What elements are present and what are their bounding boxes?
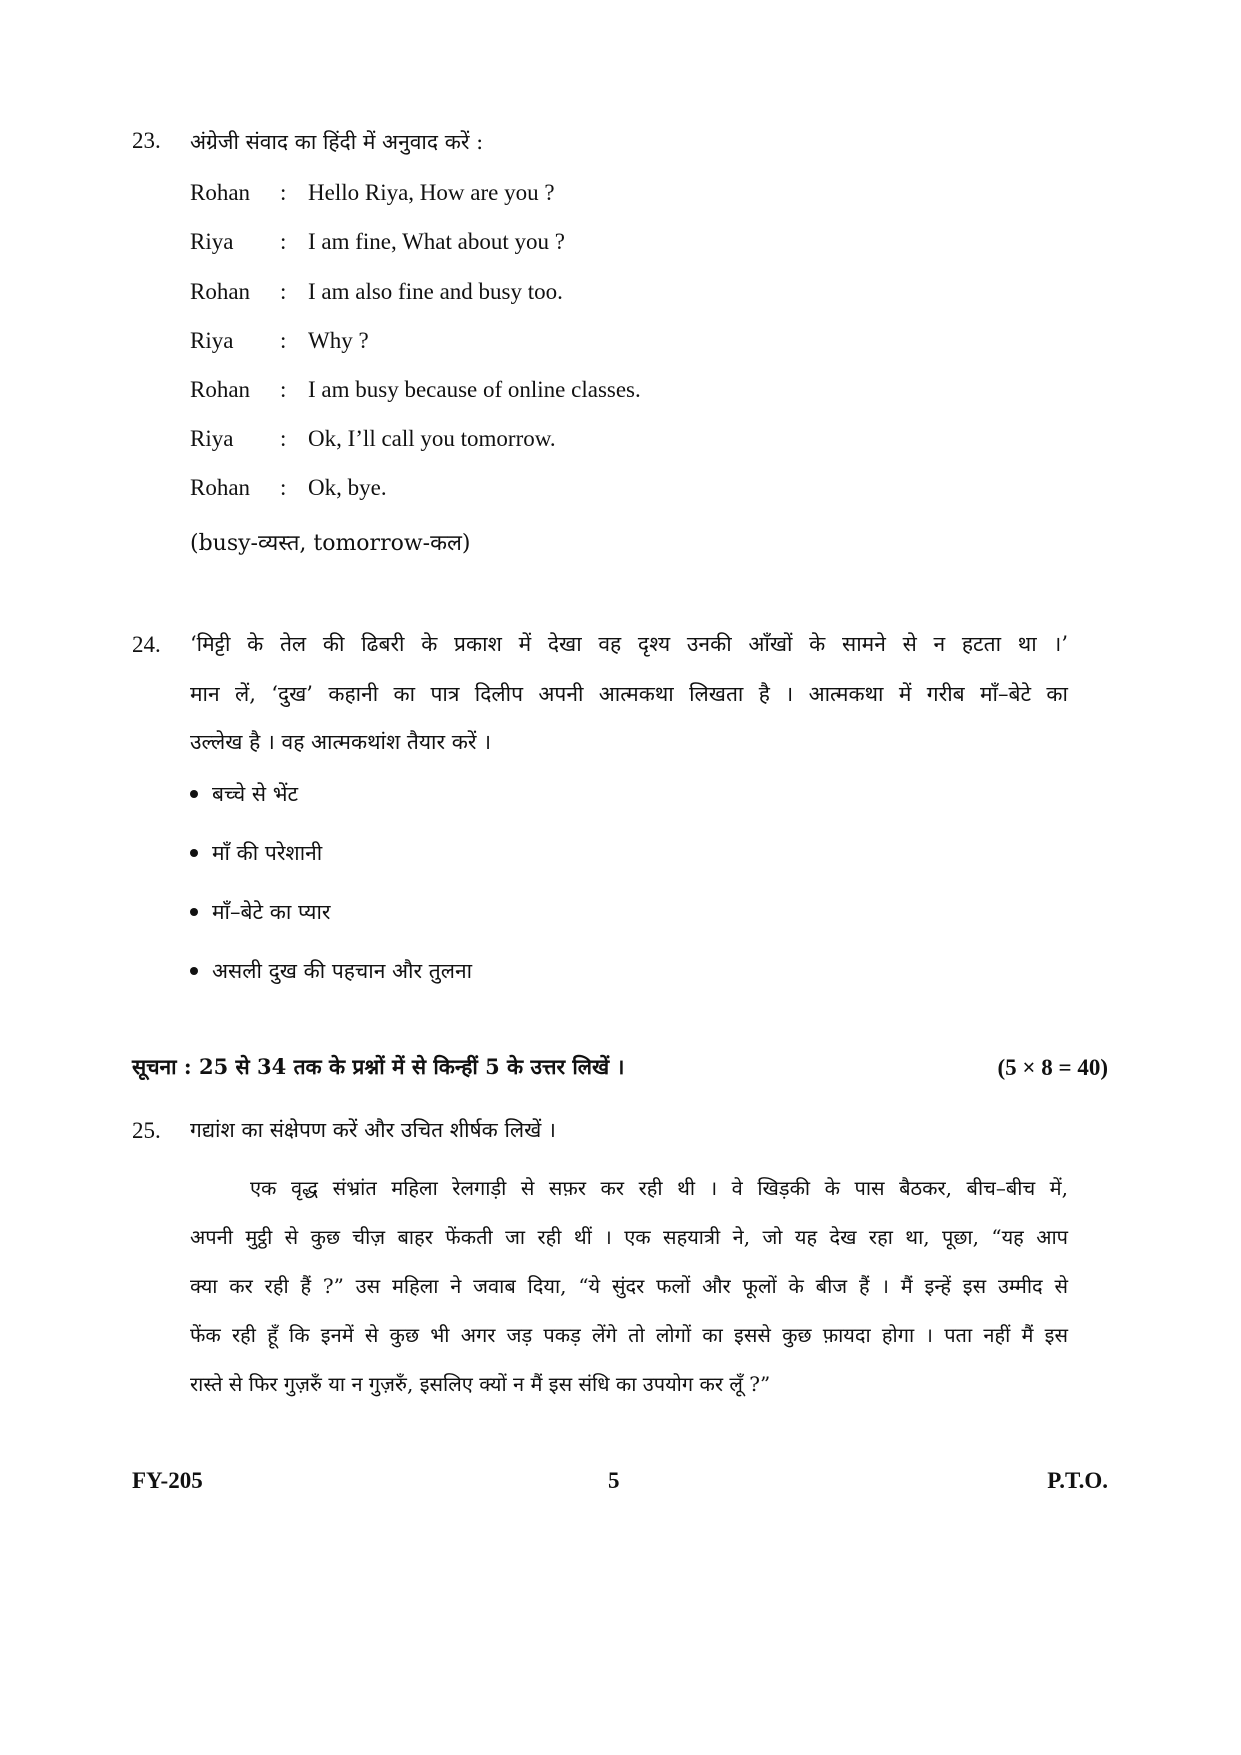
dialogue-colon: : <box>280 229 287 254</box>
dialogue-colon: : <box>280 328 287 353</box>
dialogue-speaker: Rohan <box>190 279 251 304</box>
dialogue-line: Ok, I’ll call you tomorrow. <box>308 426 556 451</box>
dialogue-speaker: Rohan <box>190 377 251 402</box>
dialogue-speaker: Rohan <box>190 475 251 500</box>
notice-text: सूचना : 25 से 34 तक के प्रश्नों में से किन्हीं 5 के उत्तर लिखें । <box>132 1054 625 1079</box>
question-25-number: 25. <box>132 1118 161 1143</box>
passage-line: क्या कर रही हैं ?” उस महिला ने जवाब दिया, “ये सुंदर फलों और फूलों के बीज हैं । मैं इन्हें इस उम्मीद से <box>190 1274 1068 1298</box>
passage-line: अपनी मुट्ठी से कुछ चीज़ बाहर फेंकती जा रही थीं । एक सहयात्री ने, जो यह देख रहा था, पूछा, “यह आप <box>190 1225 1068 1249</box>
bullet-item <box>190 898 331 926</box>
dialogue-speaker: Riya <box>190 229 234 254</box>
footer-page-number: 5 <box>608 1468 620 1493</box>
dialogue-colon: : <box>280 475 287 500</box>
dialogue-line: I am fine, What about you ? <box>308 229 565 254</box>
question-23-prompt: अंग्रेजी संवाद का हिंदी में अनुवाद करें : <box>190 130 484 154</box>
bullet-text: बच्चे से भेंट <box>212 782 299 806</box>
bullet-text: असली दुख की पहचान और तुलना <box>212 959 473 983</box>
bullet-text: माँ–बेटे का प्यार <box>212 900 331 924</box>
dialogue-line: Ok, bye. <box>308 475 387 500</box>
question-23-glossary: (busy-व्यस्त, tomorrow-कल) <box>190 531 471 556</box>
bullet-dot-icon <box>190 967 198 975</box>
footer-pto: P.T.O. <box>1047 1468 1108 1493</box>
dialogue-colon: : <box>280 426 287 451</box>
dialogue-line: Why ? <box>308 328 369 353</box>
footer-paper-code: FY-205 <box>132 1468 203 1493</box>
notice-marks: (5 × 8 = 40) <box>997 1055 1108 1080</box>
question-24-line: मान लें, ‘दुख’ कहानी का पात्र दिलीप अपनी आत्मकथा लिखता है । आत्मकथा में गरीब माँ–बेटे का <box>190 682 1068 706</box>
dialogue-line: I am also fine and busy too. <box>308 279 563 304</box>
bullet-item <box>190 957 472 985</box>
passage-line: रास्ते से फिर गुज़रुँ या न गुज़रुँ, इसलिए क्यों न मैं इस संधि का उपयोग कर लूँ ?” <box>190 1372 771 1396</box>
bullet-dot-icon <box>190 849 198 857</box>
bullet-item <box>190 780 298 808</box>
dialogue-line: Hello Riya, How are you ? <box>308 180 555 205</box>
dialogue-speaker: Riya <box>190 328 234 353</box>
dialogue-line: I am busy because of online classes. <box>308 377 641 402</box>
question-24-line: उल्लेख है । वह आत्मकथांश तैयार करें । <box>190 730 492 754</box>
passage-line: एक वृद्ध संभ्रांत महिला रेलगाड़ी से सफ़र कर रही थी । वे खिड़की के पास बैठकर, बीच–बीच में, <box>250 1176 1068 1200</box>
question-24-number: 24. <box>132 632 161 657</box>
bullet-text: माँ की परेशानी <box>212 841 323 865</box>
dialogue-colon: : <box>280 377 287 402</box>
passage-line: फेंक रही हूँ कि इनमें से कुछ भी अगर जड़ पकड़ लेंगे तो लोगों का इससे कुछ फ़ायदा होगा । पता नहीं मैं इस <box>190 1323 1068 1347</box>
dialogue-speaker: Rohan <box>190 180 251 205</box>
dialogue-colon: : <box>280 180 287 205</box>
bullet-dot-icon <box>190 908 198 916</box>
question-24-line: ‘मिट्टी के तेल की ढिबरी के प्रकाश में देखा वह दृश्य उनकी आँखों के सामने से न हटता था ।’ <box>190 632 1068 656</box>
dialogue-speaker: Riya <box>190 426 234 451</box>
dialogue-colon: : <box>280 279 287 304</box>
question-23-number: 23. <box>132 128 161 153</box>
bullet-item <box>190 839 322 867</box>
question-25-prompt: गद्यांश का संक्षेपण करें और उचित शीर्षक लिखें । <box>190 1118 556 1142</box>
bullet-dot-icon <box>190 790 198 798</box>
